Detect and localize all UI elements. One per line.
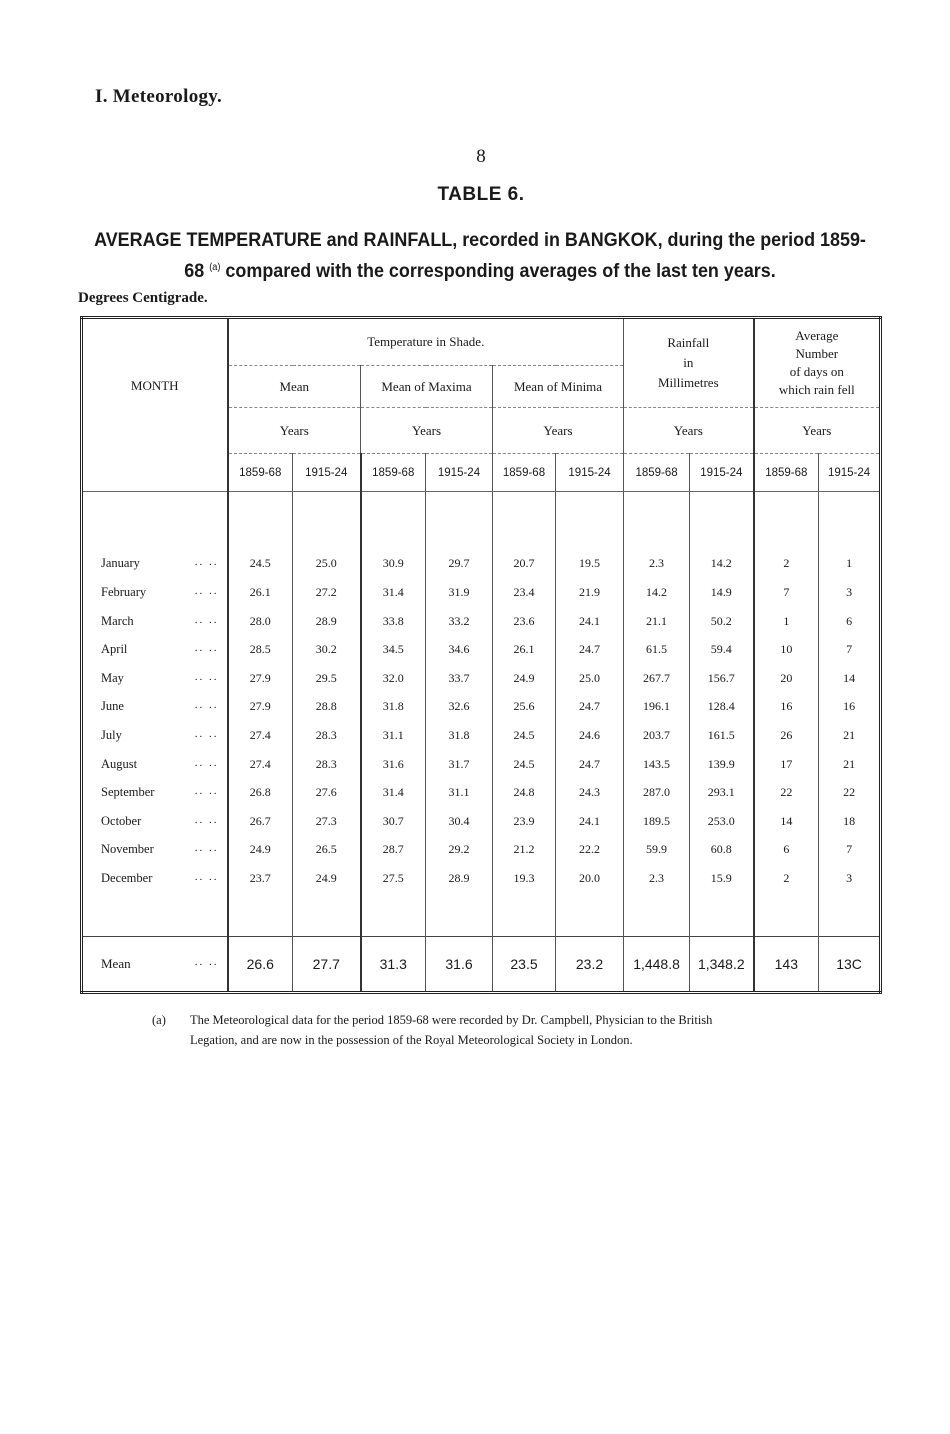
value-cell: 139.9 — [690, 750, 754, 779]
value-cell: 31.1 — [361, 721, 426, 750]
value-cell: 22 — [819, 778, 881, 807]
value-cell: 61.5 — [624, 635, 690, 664]
table-row — [82, 750, 881, 779]
value-cell: 7 — [819, 635, 881, 664]
spacer-cell — [228, 893, 293, 937]
footnote-mark: (a) — [152, 1013, 166, 1027]
spacer-cell — [690, 893, 754, 937]
table-label: TABLE 6. — [437, 184, 525, 205]
value-cell: 161.5 — [690, 721, 754, 750]
value-cell: 14.9 — [690, 578, 754, 607]
value-cell: 24.7 — [556, 635, 624, 664]
mean-minima-header: Mean of Minima — [493, 366, 624, 408]
rainfall-header-line-2: in — [683, 355, 694, 370]
value-cell: 128.4 — [690, 693, 754, 722]
rainfall-header-line-1: Rainfall — [667, 335, 710, 350]
spacer-cell — [754, 893, 819, 937]
mean-value-cell: 31.6 — [426, 936, 493, 992]
value-cell: 22.2 — [556, 835, 624, 864]
month-label: September — [101, 785, 155, 800]
leader-dots: .. .. — [194, 670, 219, 683]
leader-dots: .. .. — [194, 842, 219, 855]
table-title — [94, 226, 867, 285]
month-cell — [82, 864, 228, 893]
value-cell: 24.9 — [228, 835, 293, 864]
year-header: 1859-68 — [493, 454, 556, 492]
value-cell: 6 — [754, 835, 819, 864]
value-cell: 31.7 — [426, 750, 493, 779]
spacer-cell — [556, 893, 624, 937]
value-cell: 31.4 — [361, 778, 426, 807]
footnote — [152, 1010, 867, 1050]
value-cell: 21.1 — [624, 607, 690, 636]
value-cell: 31.6 — [361, 750, 426, 779]
value-cell: 24.5 — [493, 750, 556, 779]
rain-days-header-line-3: of days on — [789, 364, 844, 379]
value-cell: 2 — [754, 864, 819, 893]
spacer-cell — [426, 492, 493, 550]
table-row — [82, 693, 881, 722]
title-part-1: AVERAGE TEMPERATURE and RAINFALL, recorded in BANGKOK, during the period 1859-68 — [94, 229, 866, 282]
value-cell: 28.7 — [361, 835, 426, 864]
max-years-header: Years — [361, 408, 493, 454]
value-cell: 30.4 — [426, 807, 493, 836]
value-cell: 14 — [754, 807, 819, 836]
year-header: 1915-24 — [556, 454, 624, 492]
value-cell: 1 — [819, 550, 881, 579]
value-cell: 3 — [819, 864, 881, 893]
rain-days-header-line-4: which rain fell — [778, 382, 855, 397]
value-cell: 24.1 — [556, 607, 624, 636]
value-cell: 28.3 — [293, 750, 361, 779]
leader-dots: .. .. — [194, 813, 219, 826]
year-header: 1915-24 — [426, 454, 493, 492]
mean-value-cell: 143 — [754, 936, 819, 992]
value-cell: 293.1 — [690, 778, 754, 807]
value-cell: 24.1 — [556, 807, 624, 836]
value-cell: 3 — [819, 578, 881, 607]
value-cell: 31.4 — [361, 578, 426, 607]
month-label: August — [101, 756, 138, 771]
value-cell: 28.8 — [293, 693, 361, 722]
month-cell — [82, 936, 228, 992]
value-cell: 28.3 — [293, 721, 361, 750]
value-cell: 25.6 — [493, 693, 556, 722]
value-cell: 20.7 — [493, 550, 556, 579]
table-row — [82, 835, 881, 864]
mean-years-header: Years — [228, 408, 361, 454]
spacer-cell — [624, 893, 690, 937]
spacer-cell — [493, 893, 556, 937]
value-cell: 32.0 — [361, 664, 426, 693]
min-years-header: Years — [493, 408, 624, 454]
leader-dots: .. .. — [194, 727, 219, 740]
mean-header: Mean — [228, 366, 361, 408]
footnote-text-1: The Meteorological data for the period 1859-68 were recorded by Dr. Campbell, Physician to the British — [190, 1013, 713, 1027]
value-cell: 20 — [754, 664, 819, 693]
spacer-cell — [293, 492, 361, 550]
month-label: Mean — [101, 955, 131, 971]
value-cell: 27.2 — [293, 578, 361, 607]
leader-dots: .. .. — [194, 756, 219, 769]
value-cell: 19.3 — [493, 864, 556, 893]
table-row — [82, 864, 881, 893]
value-cell: 17 — [754, 750, 819, 779]
value-cell: 14.2 — [690, 550, 754, 579]
value-cell: 189.5 — [624, 807, 690, 836]
temperature-group-header: Temperature in Shade. — [228, 318, 624, 366]
value-cell: 32.6 — [426, 693, 493, 722]
mean-row — [82, 936, 881, 992]
section-heading: I. Meteorology. — [95, 86, 223, 107]
value-cell: 27.9 — [228, 693, 293, 722]
spacer-cell — [82, 893, 228, 937]
leader-dots: .. .. — [194, 785, 219, 798]
spacer-cell — [361, 492, 426, 550]
month-cell — [82, 693, 228, 722]
value-cell: 24.5 — [228, 550, 293, 579]
value-cell: 14.2 — [624, 578, 690, 607]
rainfall-header — [624, 318, 754, 408]
spacer-cell — [228, 492, 293, 550]
mean-value-cell: 1,448.8 — [624, 936, 690, 992]
table-row — [82, 721, 881, 750]
year-header: 1859-68 — [228, 454, 293, 492]
value-cell: 59.9 — [624, 835, 690, 864]
days-years-header: Years — [754, 408, 881, 454]
value-cell: 26.1 — [493, 635, 556, 664]
value-cell: 29.7 — [426, 550, 493, 579]
value-cell: 22 — [754, 778, 819, 807]
value-cell: 27.5 — [361, 864, 426, 893]
value-cell: 253.0 — [690, 807, 754, 836]
footnote-line-1 — [152, 1010, 867, 1030]
meteorology-table — [80, 316, 882, 994]
value-cell: 16 — [754, 693, 819, 722]
value-cell: 18 — [819, 807, 881, 836]
value-cell: 26.7 — [228, 807, 293, 836]
month-label: March — [101, 613, 134, 628]
month-cell — [82, 807, 228, 836]
value-cell: 28.9 — [293, 607, 361, 636]
leader-dots: .. .. — [194, 585, 219, 598]
rain-days-header — [754, 318, 881, 408]
mean-value-cell: 27.7 — [293, 936, 361, 992]
value-cell: 25.0 — [293, 550, 361, 579]
value-cell: 34.5 — [361, 635, 426, 664]
month-spacer — [82, 454, 228, 492]
value-cell: 7 — [819, 835, 881, 864]
value-cell: 31.9 — [426, 578, 493, 607]
year-header: 1915-24 — [819, 454, 881, 492]
spacer-cell — [624, 492, 690, 550]
value-cell: 28.0 — [228, 607, 293, 636]
spacer-cell — [82, 492, 228, 550]
month-label: May — [101, 670, 124, 685]
value-cell: 26.1 — [228, 578, 293, 607]
mean-maxima-header: Mean of Maxima — [361, 366, 493, 408]
value-cell: 24.9 — [493, 664, 556, 693]
value-cell: 2 — [754, 550, 819, 579]
mean-value-cell: 13C — [819, 936, 881, 992]
value-cell: 27.4 — [228, 721, 293, 750]
value-cell: 25.0 — [556, 664, 624, 693]
month-cell — [82, 750, 228, 779]
value-cell: 29.5 — [293, 664, 361, 693]
table-row — [82, 778, 881, 807]
mean-value-cell: 23.2 — [556, 936, 624, 992]
title-part-2: compared with the corresponding averages of the last ten years. — [225, 260, 776, 282]
month-cell — [82, 721, 228, 750]
value-cell: 6 — [819, 607, 881, 636]
value-cell: 26.8 — [228, 778, 293, 807]
value-cell: 23.9 — [493, 807, 556, 836]
value-cell: 26 — [754, 721, 819, 750]
table-row — [82, 635, 881, 664]
value-cell: 21 — [819, 750, 881, 779]
value-cell: 287.0 — [624, 778, 690, 807]
value-cell: 27.4 — [228, 750, 293, 779]
year-header: 1915-24 — [690, 454, 754, 492]
leader-dots: .. .. — [194, 613, 219, 626]
title-note-mark: (a) — [209, 262, 221, 273]
value-cell: 267.7 — [624, 664, 690, 693]
value-cell: 33.8 — [361, 607, 426, 636]
value-cell: 196.1 — [624, 693, 690, 722]
value-cell: 15.9 — [690, 864, 754, 893]
value-cell: 2.3 — [624, 550, 690, 579]
leader-dots: .. .. — [194, 642, 219, 655]
month-label: July — [101, 727, 122, 742]
value-cell: 24.3 — [556, 778, 624, 807]
value-cell: 23.7 — [228, 864, 293, 893]
value-cell: 24.5 — [493, 721, 556, 750]
spacer-cell — [556, 492, 624, 550]
month-label: October — [101, 813, 142, 828]
value-cell: 27.6 — [293, 778, 361, 807]
value-cell: 60.8 — [690, 835, 754, 864]
month-cell — [82, 664, 228, 693]
page-number: 8 — [476, 146, 486, 167]
rain-years-header: Years — [624, 408, 754, 454]
table-row — [82, 664, 881, 693]
value-cell: 30.7 — [361, 807, 426, 836]
value-cell: 19.5 — [556, 550, 624, 579]
value-cell: 31.8 — [361, 693, 426, 722]
year-header: 1915-24 — [293, 454, 361, 492]
spacer-cell — [493, 492, 556, 550]
value-cell: 33.2 — [426, 607, 493, 636]
value-cell: 23.6 — [493, 607, 556, 636]
leader-dots: .. .. — [194, 556, 219, 569]
leader-dots: .. .. — [194, 870, 219, 883]
value-cell: 143.5 — [624, 750, 690, 779]
month-cell — [82, 607, 228, 636]
month-cell — [82, 578, 228, 607]
value-cell: 21.9 — [556, 578, 624, 607]
month-label: April — [101, 642, 128, 657]
leader-dots: .. .. — [194, 955, 219, 968]
spacer-cell — [819, 893, 881, 937]
value-cell: 27.3 — [293, 807, 361, 836]
table-row — [82, 607, 881, 636]
rain-days-header-line-1: Average — [795, 328, 839, 343]
value-cell: 203.7 — [624, 721, 690, 750]
value-cell: 20.0 — [556, 864, 624, 893]
value-cell: 24.7 — [556, 693, 624, 722]
value-cell: 59.4 — [690, 635, 754, 664]
rain-days-header-line-2: Number — [795, 346, 839, 361]
value-cell: 10 — [754, 635, 819, 664]
value-cell: 16 — [819, 693, 881, 722]
mean-value-cell: 23.5 — [493, 936, 556, 992]
year-header: 1859-68 — [361, 454, 426, 492]
value-cell: 21 — [819, 721, 881, 750]
table-row — [82, 550, 881, 579]
value-cell: 24.8 — [493, 778, 556, 807]
value-cell: 31.1 — [426, 778, 493, 807]
month-label: June — [101, 699, 124, 714]
value-cell: 7 — [754, 578, 819, 607]
value-cell: 34.6 — [426, 635, 493, 664]
value-cell: 28.9 — [426, 864, 493, 893]
value-cell: 30.2 — [293, 635, 361, 664]
value-cell: 24.7 — [556, 750, 624, 779]
units-label: Degrees Centigrade. — [78, 290, 208, 306]
value-cell: 23.4 — [493, 578, 556, 607]
leader-dots: .. .. — [194, 699, 219, 712]
spacer-cell — [426, 893, 493, 937]
mean-value-cell: 26.6 — [228, 936, 293, 992]
value-cell: 50.2 — [690, 607, 754, 636]
month-cell — [82, 550, 228, 579]
month-label: December — [101, 870, 153, 885]
value-cell: 33.7 — [426, 664, 493, 693]
value-cell: 14 — [819, 664, 881, 693]
spacer-cell — [293, 893, 361, 937]
value-cell: 28.5 — [228, 635, 293, 664]
spacer-cell — [690, 492, 754, 550]
value-cell: 29.2 — [426, 835, 493, 864]
spacer-cell — [361, 893, 426, 937]
spacer-cell — [754, 492, 819, 550]
value-cell: 156.7 — [690, 664, 754, 693]
table-row — [82, 807, 881, 836]
month-cell — [82, 835, 228, 864]
value-cell: 1 — [754, 607, 819, 636]
value-cell: 27.9 — [228, 664, 293, 693]
footnote-line-2: Legation, and are now in the possession of the Royal Meteorological Society in London. — [190, 1033, 633, 1047]
month-label: November — [101, 842, 154, 857]
month-label: January — [101, 556, 140, 571]
month-cell — [82, 635, 228, 664]
year-header: 1859-68 — [624, 454, 690, 492]
value-cell: 26.5 — [293, 835, 361, 864]
value-cell: 24.9 — [293, 864, 361, 893]
year-header: 1859-68 — [754, 454, 819, 492]
value-cell: 21.2 — [493, 835, 556, 864]
month-label: February — [101, 585, 147, 600]
mean-value-cell: 1,348.2 — [690, 936, 754, 992]
value-cell: 30.9 — [361, 550, 426, 579]
value-cell: 31.8 — [426, 721, 493, 750]
rainfall-header-line-3: Millimetres — [657, 375, 719, 390]
spacer-cell — [819, 492, 881, 550]
month-header: MONTH — [130, 378, 179, 394]
mean-value-cell: 31.3 — [361, 936, 426, 992]
value-cell: 2.3 — [624, 864, 690, 893]
value-cell: 24.6 — [556, 721, 624, 750]
table-row — [82, 578, 881, 607]
month-cell — [82, 778, 228, 807]
